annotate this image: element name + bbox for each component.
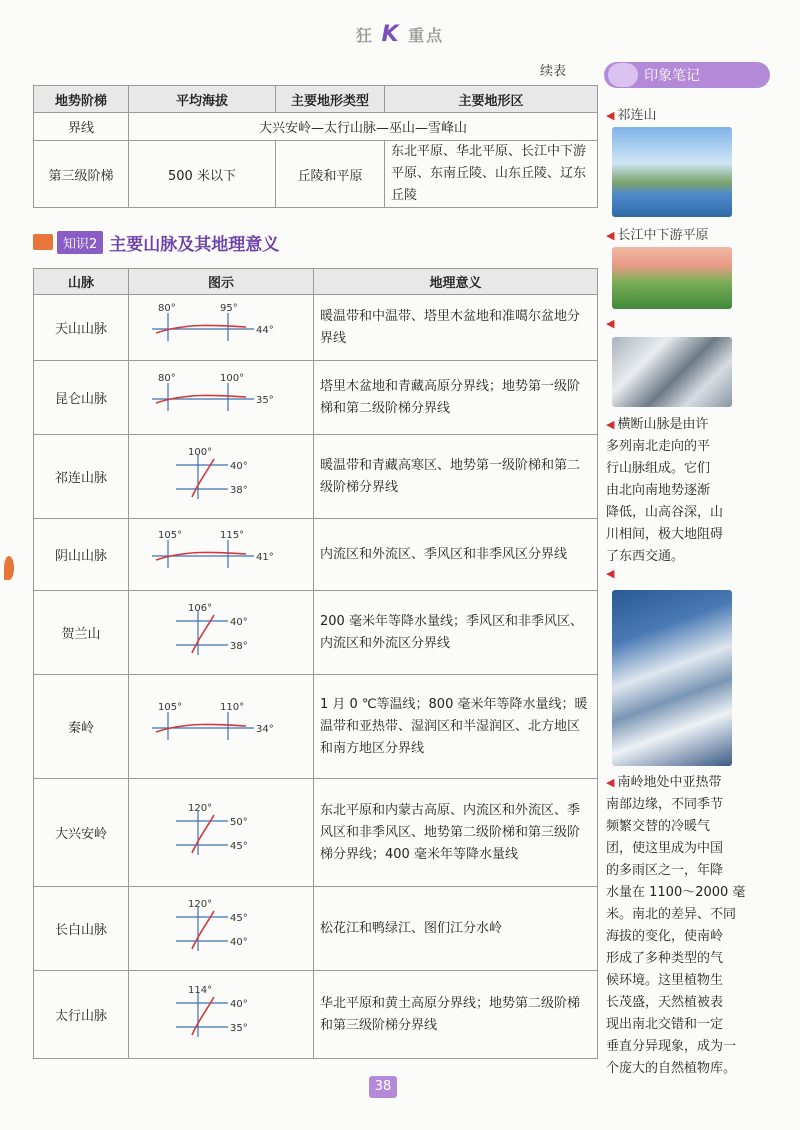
note-text: 多列南北走向的平 — [606, 439, 711, 454]
note-line — [606, 502, 772, 524]
t2-header: 图示 — [129, 269, 314, 295]
lon-label: 106° — [188, 602, 213, 614]
lat-label: 34° — [256, 723, 274, 735]
table-row — [34, 361, 598, 435]
mountain-diagram-cell — [129, 591, 314, 675]
note-text: 降低，山高谷深，山 — [606, 505, 724, 520]
lon-label: 100° — [188, 446, 213, 458]
table-row — [34, 113, 598, 141]
sidebar-title-text: 印象笔记 — [644, 68, 700, 84]
note-line — [606, 480, 772, 502]
mountain-diagram-cell — [129, 675, 314, 779]
table-row — [34, 435, 598, 519]
triangle-icon: ◀ — [606, 776, 615, 789]
t1-cell: 东北平原、华北平原、长江中下游平原、东南丘陵、山东丘陵、辽东丘陵 — [385, 141, 598, 208]
t2-header: 地理意义 — [314, 269, 598, 295]
sidebar-title — [604, 62, 770, 88]
note-line — [606, 1014, 772, 1036]
mountain-meaning: 塔里木盆地和青藏高原分界线；地势第一级阶梯和第二级阶梯分界线 — [314, 361, 598, 435]
mountain-meaning: 松花江和鸭绿江、图们江分水岭 — [314, 887, 598, 971]
lon-label: 114° — [188, 984, 213, 996]
book-icon — [33, 234, 53, 250]
note-line — [606, 772, 772, 794]
lat-label: 50° — [230, 816, 248, 828]
t1-header: 平均海拔 — [129, 86, 276, 113]
triangle-icon: ◀ — [606, 109, 615, 122]
note-line — [606, 992, 772, 1014]
mountain-diagram — [136, 700, 306, 750]
note-text: 米。南北的差异、不同 — [606, 907, 737, 922]
lat-label: 45° — [230, 912, 248, 924]
lat-label: 35° — [256, 394, 274, 406]
mountain-diagram-cell — [129, 887, 314, 971]
t1-header: 主要地形区 — [385, 86, 598, 113]
hengduan-note — [606, 414, 772, 568]
t1-cell: 大兴安岭—太行山脉—巫山—雪峰山 — [129, 113, 598, 141]
lat-label: 41° — [256, 551, 274, 563]
mountain-meaning: 1 月 0 ℃等温线；800 毫米年等降水量线；暖温带和亚热带、湿润区和半湿润区、北方地区和南方地区分界线 — [314, 675, 598, 779]
mountain-diagram-cell — [129, 295, 314, 361]
note-text: 海拔的变化，使南岭 — [606, 929, 724, 944]
note-text: 现出南北交错和一定 — [606, 1017, 724, 1032]
section-tag: 知识2 — [57, 231, 103, 254]
table-row — [34, 971, 598, 1059]
t2-header: 山脉 — [34, 269, 129, 295]
terrain-steps-table — [33, 85, 598, 208]
table-row — [34, 295, 598, 361]
mountain-diagram — [136, 371, 306, 421]
caption-qilian — [606, 104, 656, 123]
note-line — [606, 904, 772, 926]
mountain-name: 祁连山脉 — [34, 435, 129, 519]
mountain-diagram — [136, 447, 306, 503]
mountain-diagram — [136, 899, 306, 955]
mountain-diagram — [136, 803, 306, 859]
note-line — [606, 458, 772, 480]
mountain-meaning: 内流区和外流区、季风区和非季风区分界线 — [314, 519, 598, 591]
caption-text: 祁连山 — [617, 108, 657, 123]
note-text: 垂直分异现象，成为一 — [606, 1039, 737, 1054]
page-number: 38 — [369, 1076, 397, 1098]
mountain-diagram — [136, 528, 306, 578]
mountain-name: 天山山脉 — [34, 295, 129, 361]
elephant-icon — [608, 63, 638, 87]
lat-label: 40° — [230, 998, 248, 1010]
table-row — [34, 519, 598, 591]
lon-label: 95° — [220, 302, 238, 314]
t1-cell: 500 米以下 — [129, 141, 276, 208]
mountain-diagram-cell — [129, 435, 314, 519]
note-line — [606, 414, 772, 436]
note-line — [606, 882, 772, 904]
leaf-icon — [4, 556, 14, 580]
hengduan-photo — [612, 337, 732, 407]
section-heading — [33, 230, 279, 254]
caption-yangtze — [606, 224, 708, 243]
mountain-diagram — [136, 603, 306, 659]
note-line — [606, 860, 772, 882]
mountain-name: 阴山山脉 — [34, 519, 129, 591]
lat-label: 38° — [230, 484, 248, 496]
lon-label: 105° — [158, 529, 183, 541]
caption-text: 长江中下游平原 — [617, 228, 709, 243]
mountain-diagram-cell — [129, 779, 314, 887]
mountain-meaning: 暖温带和青藏高寒区、地势第一级阶梯和第二级阶梯分界线 — [314, 435, 598, 519]
lat-label: 35° — [230, 1022, 248, 1034]
table-row — [34, 779, 598, 887]
header-k-logo: K — [381, 22, 401, 47]
lon-label: 110° — [220, 701, 245, 713]
triangle-icon: ◀ — [606, 229, 615, 242]
note-text: 个庞大的自然植物库。 — [606, 1061, 737, 1076]
mountain-diagram — [136, 301, 306, 351]
note-line — [606, 816, 772, 838]
mountain-name: 昆仑山脉 — [34, 361, 129, 435]
caption-marker — [606, 566, 617, 581]
note-text: 频繁交替的冷暖气 — [606, 819, 711, 834]
t1-cell: 界线 — [34, 113, 129, 141]
note-text: 了东西交通。 — [606, 549, 685, 564]
header-prefix: 狂 — [355, 26, 374, 45]
caption-marker — [606, 316, 617, 331]
table-row — [34, 675, 598, 779]
mountain-meaning: 暖温带和中温带、塔里木盆地和准噶尔盆地分界线 — [314, 295, 598, 361]
t1-cell: 丘陵和平原 — [276, 141, 385, 208]
lat-label: 40° — [230, 460, 248, 472]
note-line — [606, 546, 772, 568]
nanling-photo — [612, 590, 732, 766]
mountain-diagram-cell — [129, 361, 314, 435]
mountain-name: 太行山脉 — [34, 971, 129, 1059]
page-header — [0, 22, 800, 47]
table-row — [34, 141, 598, 208]
note-text: 南岭地处中亚热带 — [617, 775, 722, 790]
table-row — [34, 591, 598, 675]
lat-label: 40° — [230, 616, 248, 628]
note-line — [606, 1036, 772, 1058]
mountain-meaning: 东北平原和内蒙古高原、内流区和外流区、季风区和非季风区、地势第二级阶梯和第三级阶梯分界线；400 毫米年等降水量线 — [314, 779, 598, 887]
header-suffix: 重点 — [408, 26, 445, 45]
t1-header: 主要地形类型 — [276, 86, 385, 113]
lat-label: 40° — [230, 936, 248, 948]
mountain-meaning: 华北平原和黄土高原分界线；地势第二级阶梯和第三级阶梯分界线 — [314, 971, 598, 1059]
mountain-meaning: 200 毫米年等降水量线；季风区和非季风区、内流区和外流区分界线 — [314, 591, 598, 675]
nanling-note — [606, 772, 772, 1080]
note-line — [606, 838, 772, 860]
note-text: 的多雨区之一，年降 — [606, 863, 724, 878]
lon-label: 105° — [158, 701, 183, 713]
triangle-icon: ◀ — [606, 418, 615, 431]
note-line — [606, 970, 772, 992]
mountain-name: 大兴安岭 — [34, 779, 129, 887]
lon-label: 120° — [188, 802, 213, 814]
note-line — [606, 524, 772, 546]
lon-label: 115° — [220, 529, 245, 541]
mountain-name: 贺兰山 — [34, 591, 129, 675]
note-text: 行山脉组成。它们 — [606, 461, 711, 476]
note-line — [606, 436, 772, 458]
lat-label: 44° — [256, 324, 274, 336]
note-text: 团，使这里成为中国 — [606, 841, 724, 856]
mountain-name: 长白山脉 — [34, 887, 129, 971]
qilian-photo — [612, 127, 732, 217]
table-row — [34, 887, 598, 971]
mountains-table — [33, 268, 598, 1059]
t1-header: 地势阶梯 — [34, 86, 129, 113]
note-text: 横断山脉是由许 — [617, 417, 709, 432]
mountain-diagram-cell — [129, 971, 314, 1059]
continued-label: 续表 — [540, 64, 567, 79]
lon-label: 100° — [220, 372, 245, 384]
note-line — [606, 1058, 772, 1080]
note-line — [606, 794, 772, 816]
mountain-diagram-cell — [129, 519, 314, 591]
note-text: 由北向南地势逐渐 — [606, 483, 711, 498]
lat-label: 45° — [230, 840, 248, 852]
lat-label: 38° — [230, 640, 248, 652]
mountain-diagram — [136, 985, 306, 1041]
lon-label: 80° — [158, 372, 176, 384]
note-text: 候环境。这里植物生 — [606, 973, 724, 988]
yangtze-plain-photo — [612, 247, 732, 309]
note-text: 川相间，极大地阻碍 — [606, 527, 724, 542]
triangle-icon: ◀ — [606, 567, 615, 580]
mountain-name: 秦岭 — [34, 675, 129, 779]
t1-cell: 第三级阶梯 — [34, 141, 129, 208]
lon-label: 80° — [158, 302, 176, 314]
triangle-icon: ◀ — [606, 317, 615, 330]
note-line — [606, 926, 772, 948]
note-text: 南部边缘，不同季节 — [606, 797, 724, 812]
note-text: 长茂盛，天然植被表 — [606, 995, 724, 1010]
note-line — [606, 948, 772, 970]
note-text: 形成了多种类型的气 — [606, 951, 724, 966]
lon-label: 120° — [188, 898, 213, 910]
section-title: 主要山脉及其地理意义 — [109, 234, 280, 255]
note-text: 水量在 1100～2000 毫 — [606, 885, 746, 900]
